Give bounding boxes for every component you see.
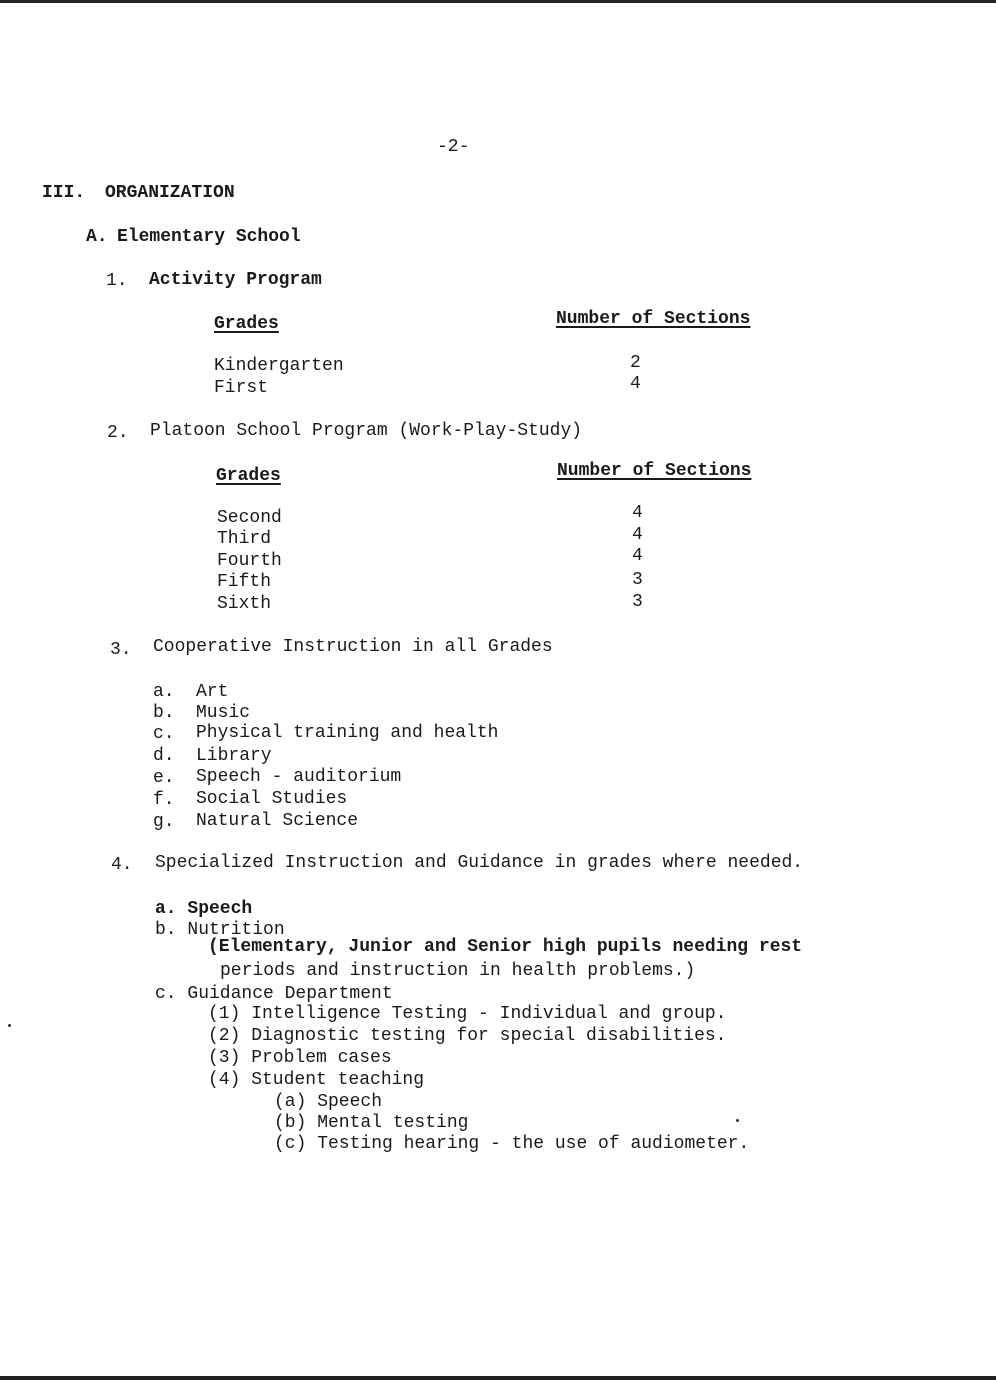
section-numeral: III. [42, 183, 86, 203]
item2-grade-3: Fifth [217, 572, 272, 592]
item3-letter-1: b. [153, 703, 175, 723]
item3-text-4: Speech - auditorium [196, 767, 402, 787]
item2-sections-4: 3 [632, 592, 643, 612]
item3-title: Cooperative Instruction in all Grades [153, 637, 553, 657]
item4-b: b. Nutrition [155, 920, 285, 940]
item4-c4-a: (a) Speech [274, 1092, 383, 1112]
page-number: -2- [437, 137, 470, 157]
item2-sections-0: 4 [632, 503, 643, 523]
item4-c-4: (4) Student teaching [208, 1070, 425, 1090]
item3-text-3: Library [196, 746, 272, 766]
item3-letter-2: c. [153, 724, 175, 744]
item1-sections-0: 2 [630, 353, 641, 373]
subsection-label: A. [86, 227, 108, 247]
scan-edge-bottom [0, 1376, 996, 1380]
item2-grade-2: Fourth [217, 551, 282, 571]
item2-sections-1: 4 [632, 525, 643, 545]
item3-text-5: Social Studies [196, 789, 348, 809]
item3-letter-3: d. [153, 746, 175, 766]
item3-number: 3. [110, 640, 132, 660]
item2-grade-4: Sixth [217, 594, 272, 614]
item4-b-note-line2: periods and instruction in health problems.) [220, 961, 696, 981]
item1-sections-1: 4 [630, 374, 641, 394]
item3-letter-4: e. [153, 768, 175, 788]
item2-sections-3: 3 [632, 570, 643, 590]
item2-sections-2: 4 [632, 546, 643, 566]
item4-c4-c: (c) Testing hearing - the use of audiometer. [274, 1134, 750, 1154]
item3-letter-0: a. [153, 682, 175, 702]
scan-speck [736, 1119, 739, 1122]
item4-b-note-line1: (Elementary, Junior and Senior high pupils needing rest [208, 937, 803, 957]
item2-grade-0: Second [217, 508, 282, 528]
item3-text-1: Music [196, 703, 251, 723]
subsection-title: Elementary School [117, 227, 301, 247]
section-title: ORGANIZATION [105, 183, 235, 203]
item1-title: Activity Program [149, 270, 322, 290]
item4-c-1: (1) Intelligence Testing - Individual and group. [208, 1004, 727, 1024]
item3-text-2: Physical training and health [196, 723, 499, 743]
item2-grade-1: Third [217, 529, 272, 549]
scan-edge-top [0, 0, 996, 3]
item4-c: c. Guidance Department [155, 984, 393, 1004]
item4-a: a. Speech [155, 899, 253, 919]
item1-grade-1: First [214, 378, 269, 398]
item1-grade-0: Kindergarten [214, 356, 344, 376]
item3-letter-6: g. [153, 812, 175, 832]
item3-text-6: Natural Science [196, 811, 359, 831]
item4-c-2: (2) Diagnostic testing for special disabilities. [208, 1026, 727, 1046]
item4-c-3: (3) Problem cases [208, 1048, 392, 1068]
item2-title: Platoon School Program (Work-Play-Study) [150, 421, 583, 441]
item3-text-0: Art [196, 682, 229, 702]
item4-number: 4. [111, 855, 133, 875]
item3-letter-5: f. [153, 790, 175, 810]
item2-sections-header: Number of Sections [557, 461, 752, 481]
item1-sections-header: Number of Sections [556, 309, 751, 329]
item1-grades-header: Grades [214, 314, 279, 334]
item1-number: 1. [106, 271, 128, 291]
item4-c4-b: (b) Mental testing [274, 1113, 469, 1133]
item2-grades-header: Grades [216, 466, 281, 486]
scan-speck [8, 1024, 11, 1027]
item4-title: Specialized Instruction and Guidance in grades where needed. [155, 853, 804, 873]
item2-number: 2. [107, 423, 129, 443]
